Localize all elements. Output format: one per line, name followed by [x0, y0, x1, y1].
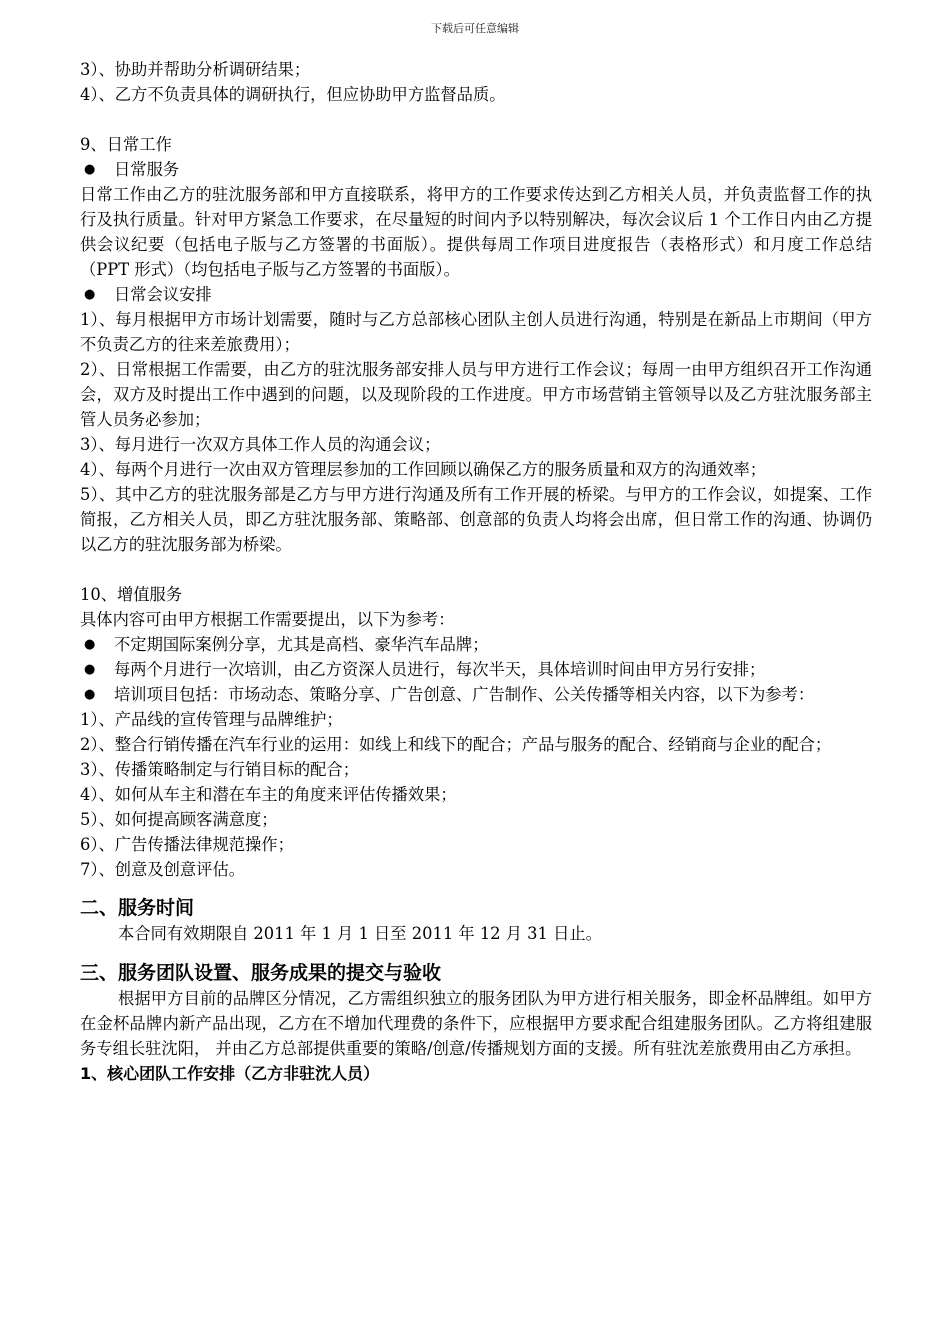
heading-core-team: 1、核心团队工作安排（乙方非驻沈人员） [80, 1064, 380, 1083]
heading-service-time: 二、服务时间 [80, 897, 195, 919]
list-item: 3）、传播策略制定与行销目标的配合； [80, 760, 359, 779]
paragraph: 具体内容可由甲方根据工作需要提出，以下为参考： [80, 610, 455, 629]
list-item: 3）、协助并帮助分析调研结果； [80, 60, 311, 79]
bullet-text: 培训项目包括：市场动态、策略分享、广告创意、广告制作、公关传播等相关内容，以下为参考： [114, 685, 815, 704]
paragraph: 根据甲方目前的品牌区分情况，乙方需组织独立的服务团队为甲方进行相关服务，即金杯品牌组。如甲方在金杯品牌内新产品出现，乙方在不增加代理费的条件下，应根据甲方要求配合组建服务团队。乙方将组建服务专组长驻沈阳， 并由乙方总部提供重要的策略/创意/传播规划方面的支援。所有驻沈差旅费用由乙方承担。 [80, 989, 872, 1058]
bullet-item [80, 682, 872, 707]
bullet-text: 不定期国际案例分享，尤其是高档、豪华汽车品牌； [114, 635, 489, 654]
heading-service-team: 三、服务团队设置、服务成果的提交与验收 [80, 962, 442, 984]
list-item: 3）、每月进行一次双方具体工作人员的沟通会议； [80, 435, 441, 454]
list-item: 5）、其中乙方的驻沈服务部是乙方与甲方进行沟通及所有工作开展的桥梁。与甲方的工作会议，如提案、工作简报，乙方相关人员，即乙方驻沈服务部、策略部、创意部的负责人均将会出席，但日常工作的沟通、协调仍以乙方的驻沈服务部为桥梁。 [80, 485, 872, 554]
bullet-icon: ● [84, 687, 96, 702]
bullet-text: 日常会议安排 [114, 285, 212, 304]
bullet-text: 每两个月进行一次培训，由乙方资深人员进行，每次半天，具体培训时间由甲方另行安排； [114, 660, 766, 679]
list-item: 5）、如何提高顾客满意度； [80, 810, 278, 829]
paragraph: 本合同有效期限自 2011 年 1 月 1 日至 2011 年 12 月 31 日止。 [118, 924, 602, 943]
bullet-icon: ● [84, 637, 96, 652]
page-header: 下载后可任意编辑 [431, 22, 519, 35]
spacer [80, 557, 872, 582]
document-body [80, 57, 872, 1086]
list-item: 4）、每两个月进行一次由双方管理层参加的工作回顾以确保乙方的服务质量和双方的沟通效率； [80, 460, 767, 479]
list-item: 2）、日常根据工作需要，由乙方的驻沈服务部安排人员与甲方进行工作会议；每周一由甲方组织召开工作沟通会，双方及时提出工作中遇到的问题，以及现阶段的工作进度。甲方市场营销主管领导以及乙方驻沈服务部主管人员务必参加； [80, 360, 872, 429]
bullet-icon: ● [84, 162, 96, 177]
bullet-item [80, 157, 872, 182]
spacer [80, 107, 872, 132]
bullet-item [80, 632, 872, 657]
bullet-text: 日常服务 [114, 160, 180, 179]
list-item: 6）、广告传播法律规范操作； [80, 835, 294, 854]
bullet-icon: ● [84, 287, 96, 302]
bullet-icon: ● [84, 662, 96, 677]
list-item: 4）、如何从车主和潜在车主的角度来评估传播效果； [80, 785, 457, 804]
paragraph: 日常工作由乙方的驻沈服务部和甲方直接联系，将甲方的工作要求传达到乙方相关人员，并负责监督工作的执行及执行质量。针对甲方紧急工作要求，在尽量短的时间内予以特别解决，每次会议后 1 个工作日内由乙方提供会议纪要（包括电子版与乙方签署的书面版）。提供每周工作项目进度报告（表格形式）和月度工作总结（PPT 形式）（均包括电子版与乙方签署的书面版）。 [80, 185, 872, 279]
list-item: 2）、整合行销传播在汽车行业的运用：如线上和线下的配合；产品与服务的配合、经销商与企业的配合； [80, 735, 832, 754]
list-item: 1）、每月根据甲方市场计划需要，随时与乙方总部核心团队主创人员进行沟通，特别是在新品上市期间（甲方不负责乙方的往来差旅费用）； [80, 310, 872, 354]
section-title: 10、增值服务 [80, 585, 183, 604]
section-title: 9、日常工作 [80, 135, 172, 154]
bullet-item [80, 282, 872, 307]
bullet-item [80, 657, 872, 682]
list-item: 4）、乙方不负责具体的调研执行，但应协助甲方监督品质。 [80, 85, 506, 104]
list-item: 7）、创意及创意评估。 [80, 860, 246, 879]
list-item: 1）、产品线的宣传管理与品牌维护； [80, 710, 343, 729]
